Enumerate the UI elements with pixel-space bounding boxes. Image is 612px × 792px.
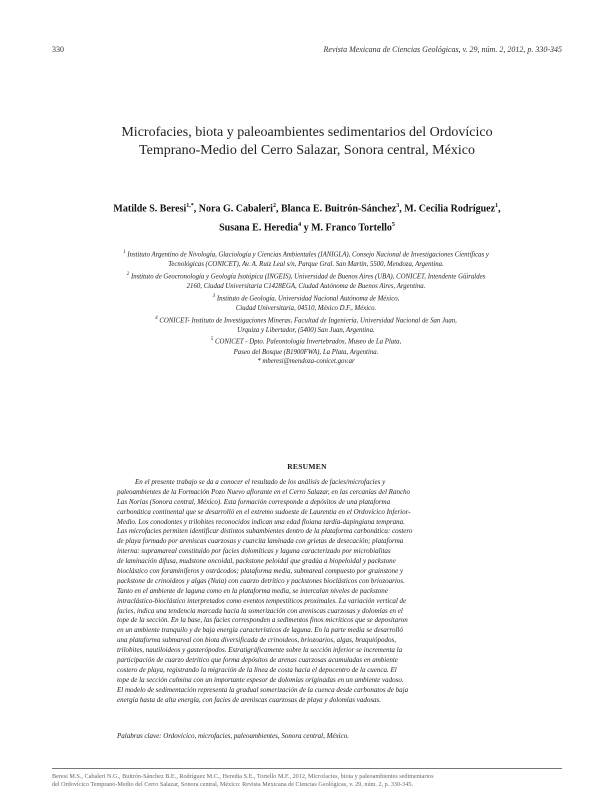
author-affiliation-mark: 1,*	[186, 203, 194, 209]
abstract-line: trilobites, nautiloideos y gasterópodos. Estratigráficamente sobre la sección inferior se incrementa la	[117, 646, 403, 655]
abstract-line: participación de cuarzo detrítico que forma depósitos de arenas cuarzosas acumuladas en ambiente	[117, 656, 398, 665]
abstract-line: interna: supramareal constituido por facies dolomíticas y laguna caracterizado por microbialitas	[117, 547, 391, 556]
abstract-line: una plataforma submareal con biota diversificada de crinoideos, briozoarios, algas, braquiópodos,	[117, 636, 396, 645]
author-name: Susana E. Heredia	[219, 222, 299, 234]
footer-divider	[52, 768, 562, 769]
abstract-line: facies, indica una tendencia marcada hacia la somerización con areniscas cuarzosas y dolomías en el	[117, 606, 403, 615]
keywords: Palabras clave: Ordovícico, microfacies, paleoambientes, Sonora central, México.	[117, 732, 349, 740]
abstract-line: paleoambientes de la Formación Pozo Nuevo aflorante en el Cerro Salazar, en las cercanías del Rancho	[117, 487, 411, 496]
affiliation-line: $^5$ CONICET - Dpto. Paleontología Invertebrados, Museo de La Plata,	[210, 337, 402, 346]
title-line: Temprano-Medio del Cerro Salazar, Sonora central, México	[139, 143, 475, 158]
author-line-2: Susana E. Heredia$^4$ y M. Franco Tortello$^5$	[219, 222, 395, 234]
abstract-line: bioclástico con foraminíferos y ostrácodos; plataforma media, submareal compuesto por grainstone y	[117, 567, 404, 576]
abstract-line: intraclástico-bioclástico interpretados como eventos tempestíticos proximales. La variación vertical de	[117, 596, 407, 605]
affiliation-line: Tecnológicas (CONICET), Av. A. Ruiz Leal s/n, Parque Gral. San Martín, 5500, Mendoza, Argentina.	[168, 261, 444, 269]
affiliation-line: $^2$ Instituto de Geocronología y Geología Isotópica (INGEIS), Universidad de Buenos Aires (UBA), CONICET, Intendente Güiraldes	[126, 271, 486, 281]
affiliation-line: 2160, Ciudad Universitaria C1428EGA, Ciudad Autónoma de Buenos Aires, Argentina.	[186, 282, 426, 290]
title-line: Microfacies, biota y paleoambientes sedimentarios del Ordovícico	[121, 125, 493, 140]
paper-title	[52, 124, 562, 160]
abstract-line: de laminación difusa, mudstone oncoidal, packstone peloidal que gradúa a biopeloidal y packstone	[117, 557, 396, 566]
abstract-line: energía hasta de alta energía, con facies de areniscas cuarzosas de playa y dolomías vadosas.	[117, 695, 382, 704]
author-affiliation-mark: 1	[495, 203, 499, 209]
abstract-line: En el presente trabajo se da a conocer el resultado de los análisis de facies/microfacies y	[135, 478, 386, 486]
abstract-line: de playa formado por areniscas cuarzosas y cuarcita laminada con grietas de desecación; plataforma	[117, 537, 404, 546]
affiliation-line: Paseo del Bosque (B1900FWA), La Plata, Argentina.	[233, 348, 379, 356]
abstract-heading: RESUMEN	[287, 462, 327, 471]
affiliations	[56, 248, 556, 367]
author-affiliation-mark: 3	[396, 203, 400, 209]
citation-line: del Ordovícico Temprano-Medio del Cerro Salazar, Sonora central, México: Revista Mexicana de Ciencias Geológicas, v. 29, núm. 2, p. 330-345.	[52, 781, 414, 789]
author-affiliation-mark: 4	[298, 222, 302, 229]
affiliation-line: Urquiza y Libertador, (5400) San Juan, Argentina.	[237, 326, 375, 334]
citation-footer	[52, 773, 562, 790]
abstract-line: tope de la sección culmina con un importante espesor de dolomías originadas en un ambiente vadoso.	[117, 675, 404, 684]
running-header	[52, 45, 562, 57]
abstract-line: Tanto en el ambiente de laguna como en la plataforma media, se intercalan niveles de packstone	[117, 586, 388, 595]
abstract-line: en un ambiente tranquilo y de baja energía característicos de laguna. En la parte media se desarrolló	[117, 626, 403, 635]
citation-line: Beresi M.S., Cabaleri N.G., Buitrón-Sánchez B.E., Rodríguez M.C., Heredia S.E., Tortello M.F., 2012, Microfacies, biota y paleoambientes sedimentarios	[52, 773, 434, 780]
abstract-line: carbonática continental que se desarrolló en el extremo sudoeste de Laurentia en el Ordovícico Inferior-	[117, 507, 411, 516]
page-number: 330	[52, 45, 64, 54]
author-name: M. Cecilia Rodríguez	[404, 203, 496, 215]
affiliation-line: Ciudad Universitaria, 04510, México D.F., México.	[235, 304, 377, 312]
author-line-1: Matilde S. Beresi$^{1,*}$, Nora G. Cabaleri$^2$, Blanca E. Buitrón-Sánchez$^3$, M. Cecilia Rodríguez$^1$,	[113, 203, 501, 215]
author-name: Matilde S. Beresi	[113, 203, 187, 215]
abstract-line: El modelo de sedimentación representa la gradual somerización de la cuenca desde carbonatos de baja	[117, 685, 409, 694]
abstract-line: packstone de crinoideos y algas (Nuia) con cuarzo detrítico y packstones bioclásticos con briozoarios.	[117, 576, 405, 585]
abstract-line: tope de la sección. En la base, las facies corresponden a sedimentos finos micríticos que se depositaron	[117, 616, 408, 625]
author-name: Blanca E. Buitrón-Sánchez	[280, 203, 397, 215]
abstract-line: Medio. Los conodontes y trilobites reconocidos indican una edad floiana tardía-dapingiana temprana.	[117, 517, 405, 526]
affiliation-line: $^4$ CONICET- Instituto de Investigaciones Mineras, Facultad de Ingeniería, Universidad Nacional de San Juan,	[155, 315, 457, 324]
abstract-line: Las microfacies permiten identificar distintos subambientes dentro de la plataforma carbonática: costero	[117, 527, 413, 536]
affiliation-line: * mberesi@mendoza-conicet.gov.ar	[257, 358, 355, 366]
journal-citation-header: Revista Mexicana de Ciencias Geológicas, v. 29, núm. 2, 2012, p. 330-345	[323, 45, 562, 54]
affiliation-line: $^3$ Instituto de Geología, Universidad Nacional Autónoma de México,	[212, 293, 400, 302]
abstract-body	[117, 478, 499, 705]
affiliation-line: $^1$ Instituto Argentino de Nivología, Glaciología y Ciencias Ambientales (IANIGLA), Consejo Nacional de Investigaciones Científicas y	[123, 250, 489, 259]
author-name: Nora G. Cabaleri	[198, 203, 273, 215]
author-list	[52, 198, 562, 237]
author-affiliation-mark: 5	[391, 222, 395, 229]
abstract-line: costero de playa, registrando la migración de la línea de costa hacia el depocentro de la cuenca. El	[117, 665, 397, 674]
author-name: M. Franco Tortello	[311, 222, 392, 234]
author-affiliation-mark: 2	[272, 203, 276, 209]
abstract-line: Las Norias (Sonora central, México). Esta formación corresponde a depósitos de una plataforma	[117, 497, 391, 506]
